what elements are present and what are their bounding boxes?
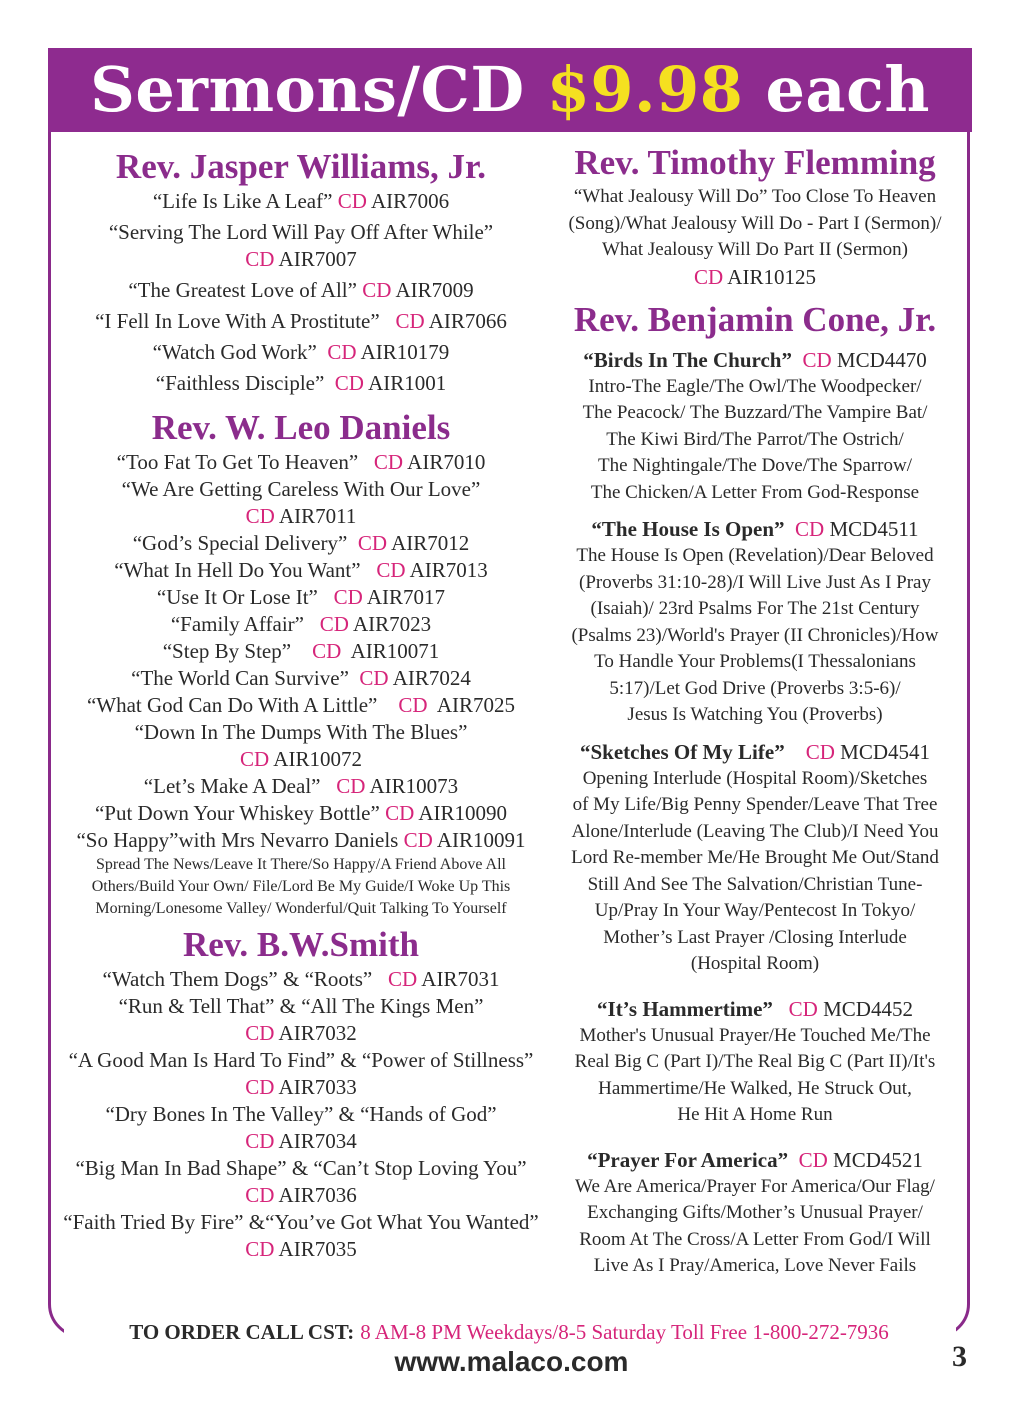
header-banner — [48, 48, 972, 132]
left-column — [62, 146, 540, 1263]
sermon-item: “The Greatest Love of All” CD AIR7009 — [128, 278, 474, 302]
banner-suffix: each — [743, 53, 930, 126]
sermon-item: “Serving The Lord Will Pay Off After While” CD AIR7007 — [108, 220, 494, 271]
sermon-item: “What God Can Do With A Little” CD AIR7025 — [86, 693, 516, 717]
sermon-item: “Run & Tell That” & “All The Kings Men” CD AIR7032 — [118, 994, 484, 1045]
website-url: www.malaco.com — [394, 1346, 629, 1377]
order-info — [64, 1318, 956, 1346]
sermon-item: “Too Fat To Get To Heaven” CD AIR7010 — [116, 450, 486, 474]
sermon-item: “Faithless Disciple” CD AIR1001 — [155, 371, 447, 395]
album-title: “The House Is Open” CD MCD4511 — [591, 517, 919, 541]
sermon-item: “Faith Tried By Fire” &“You’ve Got What You Wanted” CD AIR7035 — [63, 1210, 539, 1261]
sermon-item: “God’s Special Delivery” CD AIR7012 — [132, 531, 470, 555]
track-list: Spread The News/Leave It There/So Happy/A Friend Above All Others/Build Your Own/ File/Lord Be My Guide/I Woke Up This Morning/Lonesome Valley/ Wonderful/Quit Talking To Yourself — [91, 856, 511, 917]
banner-price: $9.98 — [546, 53, 744, 126]
sermon-item: “Put Down Your Whiskey Bottle” CD AIR10090 — [94, 801, 508, 825]
sermon-item: “Watch God Work” CD AIR10179 — [152, 340, 450, 364]
album-title: “Sketches Of My Life” CD MCD4541 — [579, 739, 931, 764]
album-title: “It’s Hammertime” CD MCD4452 — [597, 996, 913, 1021]
banner-prefix: Sermons/CD — [90, 53, 547, 126]
preacher-heading: Rev. Benjamin Cone, Jr. — [573, 299, 937, 339]
track-list: Intro-The Eagle/The Owl/The Woodpecker/ The Peacock/ The Buzzard/The Vampire Bat/ The Kiwi Bird/The Parrot/The Ostrich/ The Nightingale/The Dove/The Sparrow/ The Chicken/A Letter From God-Response — [582, 375, 928, 503]
preacher-heading: Rev. W. Leo Daniels — [151, 408, 451, 447]
right-column — [548, 142, 962, 1280]
sermon-item: “Family Affair” CD AIR7023 — [170, 612, 432, 636]
sermon-item: “I Fell In Love With A Prostitute” CD AIR7066 — [95, 309, 507, 333]
page-number: 3 — [952, 1340, 967, 1373]
track-list: Opening Interlude (Hospital Room)/Sketches of My Life/Big Penny Spender/Leave That Tree Alone/Interlude (Leaving The Club)/I Need You Lord Re-member Me/He Brought Me Out/Stand Still And See The Salvation/Christian Tune- Up/Pray In Your Way/Pentecost In Tokyo/ Mother’s Last Prayer /Closing Interlude (Hospital Room) — [571, 767, 939, 974]
sermon-item: “Step By Step” CD AIR10071 — [162, 639, 440, 663]
sermon-item: “We Are Getting Careless With Our Love” CD AIR7011 — [121, 477, 481, 528]
sermon-item: “Down In The Dumps With The Blues” CD AIR10072 — [134, 720, 468, 771]
sermon-item: “What In Hell Do You Want” CD AIR7013 — [114, 558, 488, 582]
track-list: Mother's Unusual Prayer/He Touched Me/The Real Big C (Part I)/The Real Big C (Part II)/It's Hammertime/He Walked, He Struck Out, He Hit A Home Run — [574, 1024, 936, 1125]
sermon-item: “So Happy”with Mrs Nevarro Daniels CD AIR10091 — [76, 828, 526, 852]
album-title: “Prayer For America” CD MCD4521 — [587, 1147, 923, 1172]
album-title: “Birds In The Church” CD MCD4470 — [583, 347, 927, 372]
sermon-item: “Let’s Make A Deal” CD AIR10073 — [143, 774, 459, 798]
track-list: The House Is Open (Revelation)/Dear Beloved (Proverbs 31:10-28)/I Will Live Just As I Pray (Isaiah)/ 23rd Psalms For The 21st Century (Psalms 23)/World's Prayer (II Chronicles)/How To Handle Your Problems(I Thessalonians 5:17)/Let God Drive (Proverbs 3:5-6)/ Jesus Is Watching You (Proverbs) — [571, 545, 939, 725]
album-description: “What Jealousy Will Do” Too Close To Heaven (Song)/What Jealousy Will Do - Part I (Sermon)/ What Jealousy Will Do Part II (Sermon) — [568, 186, 942, 260]
sermon-item: “Big Man In Bad Shape” & “Can’t Stop Loving You” CD AIR7036 — [75, 1156, 527, 1207]
sermon-item: “Watch Them Dogs” & “Roots” CD AIR7031 — [102, 967, 500, 991]
sermon-item: “The World Can Survive” CD AIR7024 — [131, 666, 471, 690]
preacher-heading: Rev. Timothy Flemming — [574, 143, 936, 182]
sermon-item: “Dry Bones In The Valley” & “Hands of God” CD AIR7034 — [105, 1102, 497, 1153]
order-hours-phone: 8 AM-8 PM Weekdays/8-5 Saturday Toll Free 1-800-272-7936 — [360, 1320, 897, 1344]
sermon-item: “Use It Or Lose It” CD AIR7017 — [156, 585, 446, 609]
track-list: We Are America/Prayer For America/Our Flag/ Exchanging Gifts/Mother’s Unusual Prayer/ Room At The Cross/A Letter From God/I Will Live As I Pray/America, Love Never Fails — [575, 1175, 935, 1276]
order-label: TO ORDER CALL CST: — [123, 1320, 360, 1344]
banner-title — [48, 48, 972, 132]
catalog-number: CD AIR10125 — [694, 264, 816, 289]
sermon-item: “A Good Man Is Hard To Find” & “Power of Stillness” CD AIR7033 — [68, 1048, 534, 1099]
preacher-heading: Rev. B.W.Smith — [183, 925, 419, 964]
sermon-item: “Life Is Like A Leaf” CD AIR7006 — [152, 189, 450, 213]
preacher-heading: Rev. Jasper Williams, Jr. — [115, 147, 487, 186]
